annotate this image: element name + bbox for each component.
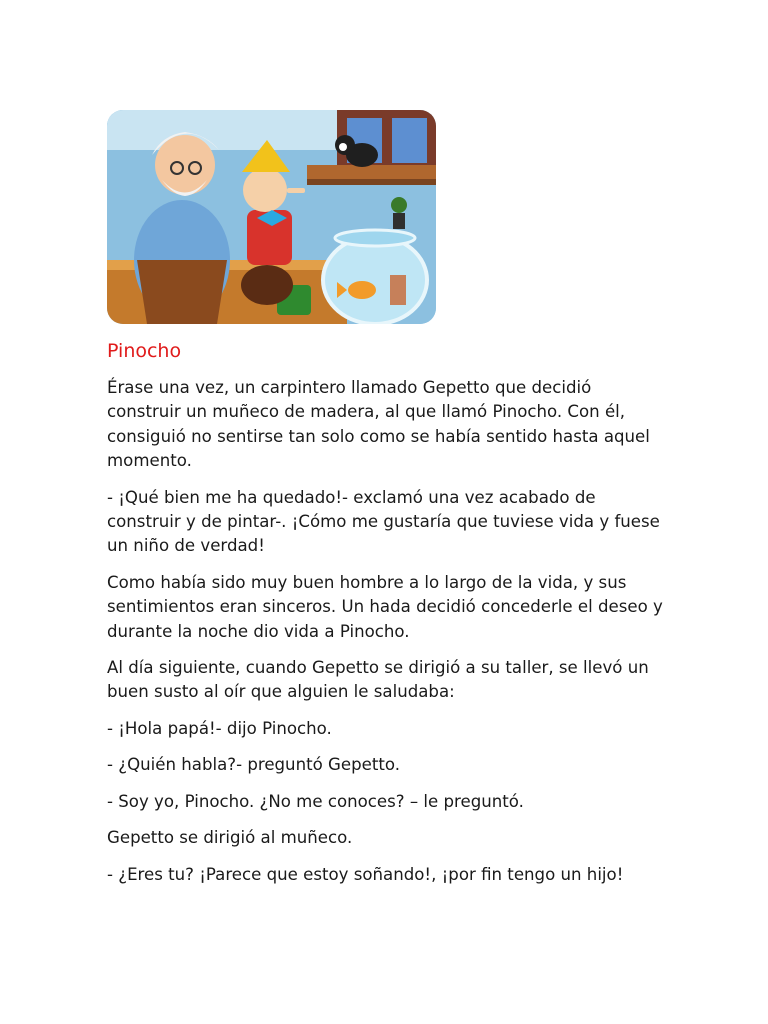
paragraph: - ¿Eres tu? ¡Parece que estoy soñando!, ¡por fin tengo un hijo! bbox=[107, 864, 624, 884]
paragraph: - Soy yo, Pinocho. ¿No me conoces? – le preguntó. bbox=[107, 791, 524, 811]
story-illustration bbox=[107, 110, 436, 324]
paragraph: - ¡Qué bien me ha quedado!- exclamó una vez acabado de construir y de pintar-. ¡Cómo me gustaría que tuviese vida y fuese un niño de verdad! bbox=[107, 487, 660, 556]
paragraph: Al día siguiente, cuando Gepetto se dirigió a su taller, se llevó un buen susto al oír que alguien le saludaba: bbox=[107, 658, 649, 702]
paragraph: Gepetto se dirigió al muñeco. bbox=[107, 828, 353, 848]
story-body bbox=[107, 376, 667, 899]
paragraph: - ¡Hola papá!- dijo Pinocho. bbox=[107, 718, 332, 738]
pinocchio-geppetto-illustration bbox=[107, 110, 436, 324]
paragraph: Como había sido muy buen hombre a lo largo de la vida, y sus sentimientos eran sinceros. Un hada decidió concederle el deseo y durante la noche dio vida a Pinocho. bbox=[107, 572, 663, 641]
paragraph: Érase una vez, un carpintero llamado Gepetto que decidió construir un muñeco de madera, al que llamó Pinocho. Con él, consiguió no sentirse tan solo como se había sentido hasta aquel momento. bbox=[107, 378, 650, 471]
paragraph: - ¿Quién habla?- preguntó Gepetto. bbox=[107, 755, 400, 775]
story-title: Pinocho bbox=[107, 340, 182, 362]
